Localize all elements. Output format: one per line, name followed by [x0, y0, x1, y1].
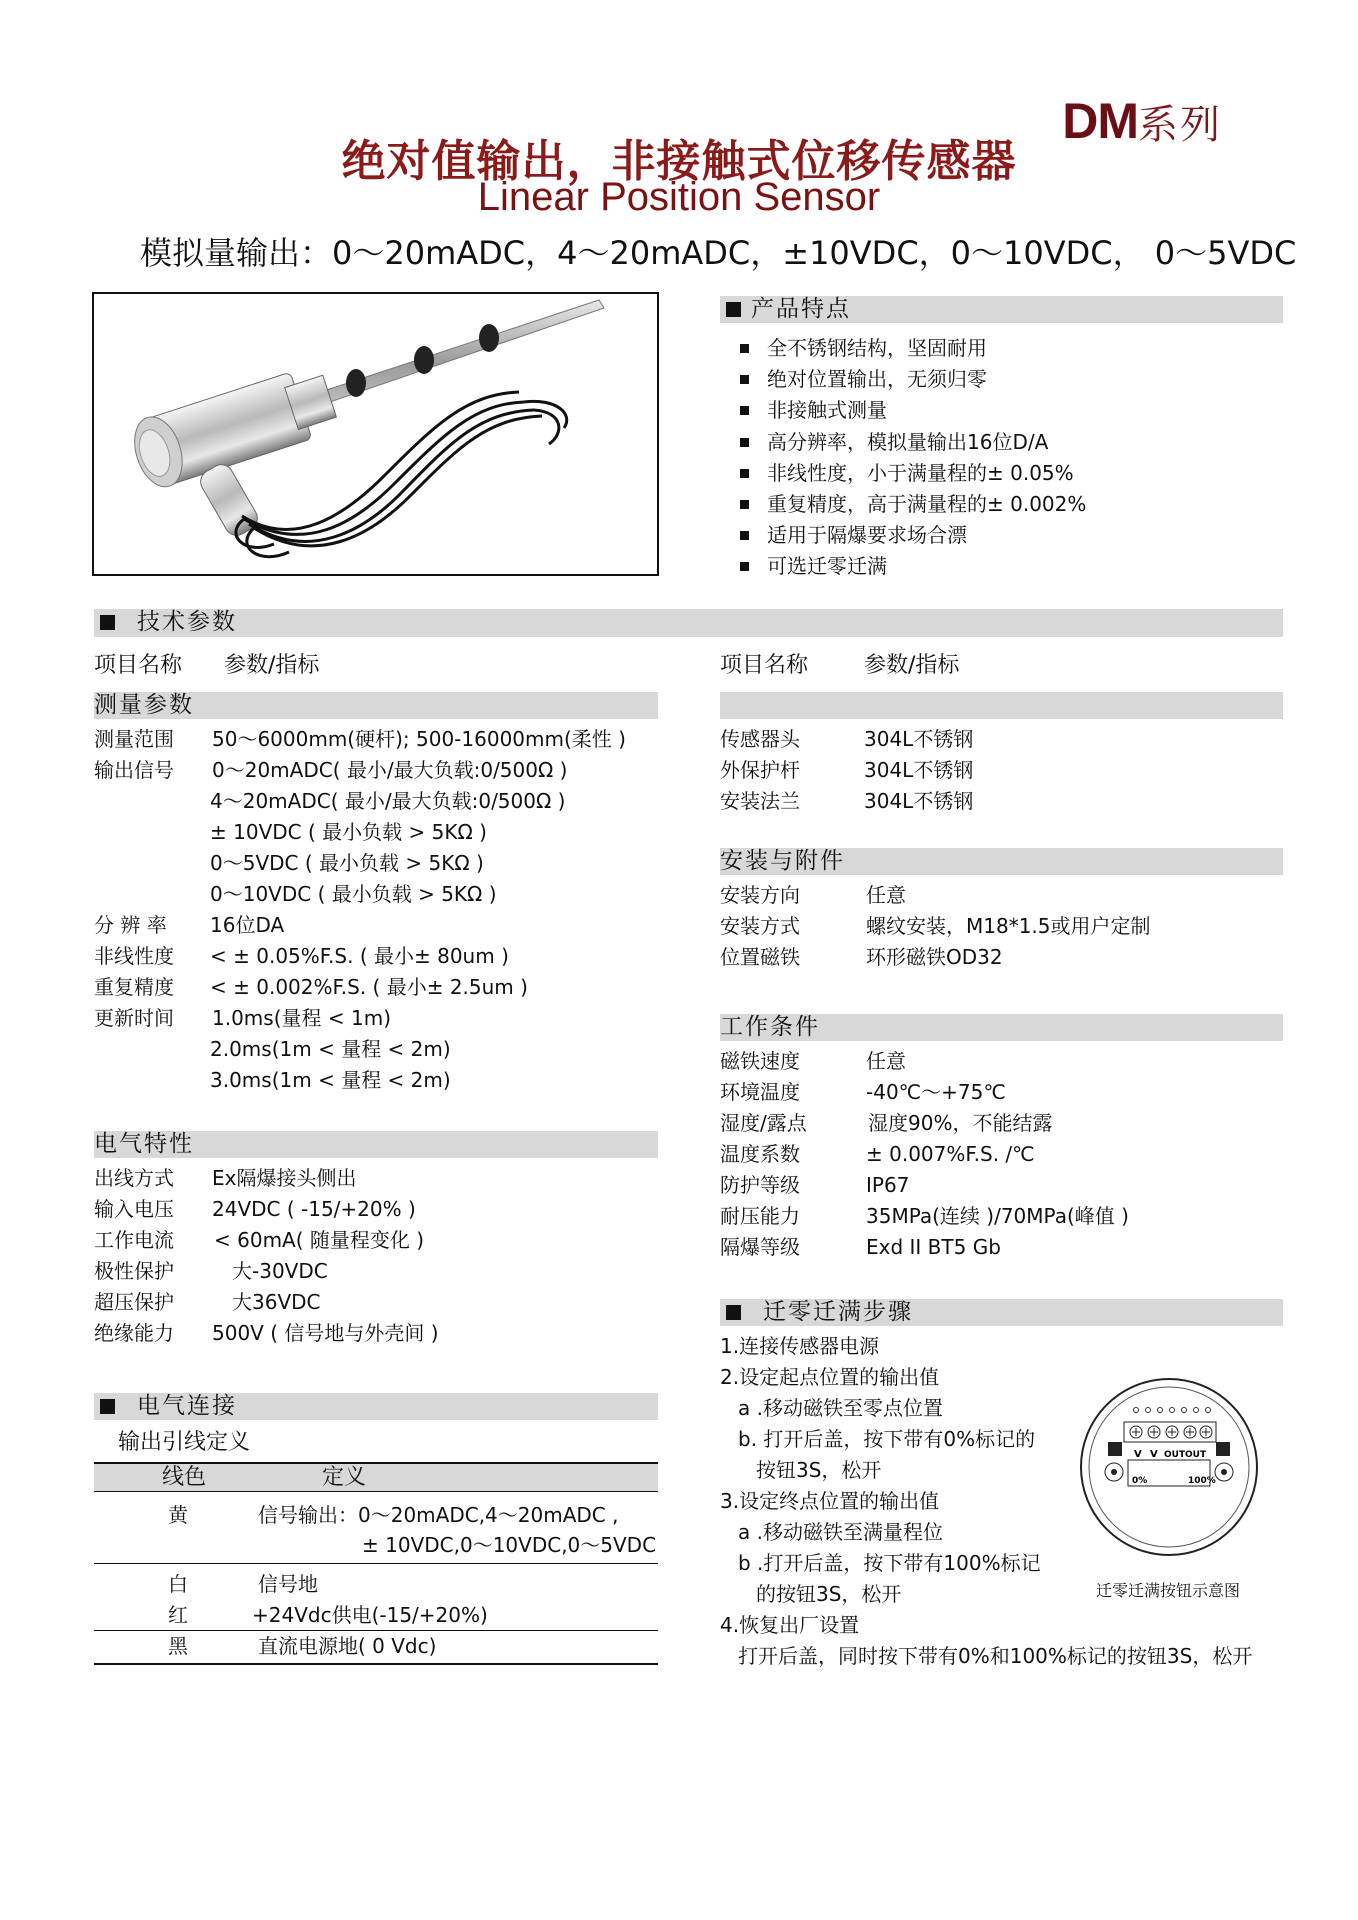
diagram-label-out1: OUT — [1164, 1450, 1186, 1460]
list-item: 全不锈钢结构，坚固耐用 — [740, 333, 1086, 364]
list-item: 重复精度，高于满量程的± 0.002% — [740, 489, 1086, 520]
col-head-def: 定义 — [322, 1465, 367, 1490]
wire-def: 信号地 — [258, 1572, 318, 1596]
param-value: 0～20mADC( 最小/最大负载:0/500Ω ) — [212, 758, 568, 782]
param-name: 更新时间 — [94, 1006, 174, 1030]
table-rule — [94, 1563, 658, 1564]
param-value: < ± 0.002%F.S. ( 最小± 2.5um ) — [210, 975, 528, 999]
connection-heading: 电气连接 — [94, 1393, 658, 1420]
param-name: 位置磁铁 — [720, 945, 800, 969]
bullet-icon — [740, 562, 749, 571]
wire-color: 红 — [168, 1603, 188, 1627]
param-name: 磁铁速度 — [720, 1049, 800, 1073]
wire-color: 白 — [168, 1572, 188, 1596]
param-value: 任意 — [866, 883, 906, 907]
param-name: 安装法兰 — [720, 789, 800, 813]
param-name: 输出信号 — [94, 758, 174, 782]
terminal-board-icon — [1074, 1372, 1264, 1562]
series-code: DM — [1062, 93, 1138, 149]
analog-output-line: 模拟量输出：0～20mADC，4～20mADC，±10VDC，0～10VDC， 0～5VDC — [140, 234, 1297, 272]
param-value: ± 0.007%F.S. /℃ — [866, 1142, 1035, 1166]
bullet-icon — [740, 531, 749, 540]
param-name: 温度系数 — [720, 1142, 800, 1166]
step-line: 1.连接传感器电源 — [720, 1334, 880, 1358]
tech-heading: 技术参数 — [94, 609, 1283, 637]
material-heading-bar — [720, 692, 1283, 719]
page-title-cn: 绝对值输出，非接触式位移传感器 — [341, 136, 1017, 187]
param-name: 隔爆等级 — [720, 1235, 800, 1259]
connection-subtitle: 输出引线定义 — [118, 1430, 251, 1455]
diagram-caption: 迁零迁满按钮示意图 — [1096, 1581, 1241, 1600]
param-value: 2.0ms(1m < 量程 < 2m) — [210, 1037, 451, 1061]
wire-def: 直流电源地( 0 Vdc) — [258, 1634, 437, 1658]
diagram-label-v1: V — [1134, 1449, 1142, 1460]
param-name: 重复精度 — [94, 975, 174, 999]
param-name: 安装方式 — [720, 914, 800, 938]
param-value: 304L不锈钢 — [864, 758, 974, 782]
steps-heading: 迁零迁满步骤 — [720, 1299, 1283, 1326]
list-item: 高分辨率，模拟量输出16位D/A — [740, 427, 1086, 458]
diagram-label-zero: 0% — [1132, 1476, 1148, 1486]
square-bullet-icon — [726, 1305, 741, 1320]
param-name: 绝缘能力 — [94, 1321, 174, 1345]
param-value: 24VDC ( -15/+20% ) — [212, 1197, 416, 1221]
bullet-icon — [740, 375, 749, 384]
bullet-icon — [740, 469, 749, 478]
param-value: 1.0ms(量程 < 1m) — [212, 1006, 391, 1030]
electrical-heading: 电气特性 — [94, 1131, 658, 1158]
col-head-name-left: 项目名称 — [94, 653, 183, 678]
param-name: 出线方式 — [94, 1166, 174, 1190]
param-value: 大-30VDC — [232, 1259, 328, 1283]
bullet-icon — [740, 406, 749, 415]
square-bullet-icon — [100, 1399, 115, 1414]
param-name: 测量范围 — [94, 727, 174, 751]
param-value: -40℃～+75℃ — [866, 1080, 1006, 1104]
param-name: 传感器头 — [720, 727, 800, 751]
param-value: 35MPa(连续 )/70MPa(峰值 ) — [866, 1204, 1129, 1228]
bullet-icon — [740, 344, 749, 353]
param-name: 湿度/露点 — [720, 1111, 807, 1135]
button-diagram — [1074, 1372, 1264, 1562]
param-name: 防护等级 — [720, 1173, 800, 1197]
diagram-label-full: 100% — [1188, 1476, 1216, 1486]
param-name: 输入电压 — [94, 1197, 174, 1221]
step-line: 的按钮3S，松开 — [756, 1582, 902, 1606]
step-line: 2.设定起点位置的输出值 — [720, 1365, 940, 1389]
list-item: 可选迁零迁满 — [740, 551, 1086, 582]
list-item: 非线性度，小于满量程的± 0.05% — [740, 458, 1086, 489]
working-heading: 工作条件 — [720, 1014, 1283, 1041]
bullet-icon — [740, 438, 749, 447]
param-value: 304L不锈钢 — [864, 727, 974, 751]
param-name: 极性保护 — [94, 1259, 174, 1283]
param-name: 安装方向 — [720, 883, 800, 907]
wire-color: 黄 — [168, 1503, 188, 1527]
param-value: Ex隔爆接头侧出 — [212, 1166, 357, 1190]
square-bullet-icon — [726, 302, 741, 317]
col-head-value-right: 参数/指标 — [864, 653, 960, 678]
param-value: ± 10VDC ( 最小负载 > 5KΩ ) — [210, 820, 487, 844]
wire-color: 黑 — [168, 1634, 188, 1658]
param-value: 任意 — [866, 1049, 906, 1073]
param-value: < 60mA( 随量程变化 ) — [214, 1228, 425, 1252]
param-value: IP67 — [866, 1173, 910, 1197]
diagram-label-out2: OUT — [1185, 1450, 1207, 1460]
features-list — [740, 333, 1086, 583]
step-line: 按钮3S，松开 — [756, 1458, 882, 1482]
install-heading: 安装与附件 — [720, 848, 1283, 875]
list-item: 非接触式测量 — [740, 395, 1086, 426]
param-name: 外保护杆 — [720, 758, 800, 782]
param-name: 耐压能力 — [720, 1204, 800, 1228]
wire-def-cont: ± 10VDC,0～10VDC,0～5VDC — [362, 1533, 657, 1557]
param-value: Exd II BT5 Gb — [866, 1235, 1001, 1259]
measure-heading: 测量参数 — [94, 692, 658, 719]
table-rule — [94, 1491, 658, 1492]
param-name: 分 辨 率 — [94, 913, 167, 937]
product-photo — [92, 292, 659, 576]
param-name: 工作电流 — [94, 1228, 174, 1252]
series-suffix: 系列 — [1138, 103, 1222, 147]
param-value: < ± 0.05%F.S. ( 最小± 80um ) — [210, 944, 509, 968]
step-line: 3.设定终点位置的输出值 — [720, 1489, 940, 1513]
step-line: b .打开后盖，按下带有100%标记 — [738, 1551, 1041, 1575]
col-head-value-left: 参数/指标 — [224, 653, 320, 678]
param-value: 环形磁铁OD32 — [866, 945, 1003, 969]
step-line: a .移动磁铁至零点位置 — [738, 1396, 943, 1420]
param-name: 超压保护 — [94, 1290, 174, 1314]
step-line: b. 打开后盖，按下带有0%标记的 — [738, 1427, 1036, 1451]
param-value: 0～10VDC ( 最小负载 > 5KΩ ) — [210, 882, 497, 906]
param-value: 螺纹安装，M18*1.5或用户定制 — [866, 914, 1151, 938]
step-line: 打开后盖，同时按下带有0%和100%标记的按钮3S，松开 — [738, 1644, 1253, 1668]
param-value: 304L不锈钢 — [864, 789, 974, 813]
table-rule — [94, 1663, 658, 1665]
param-value: 50～6000mm(硬杆); 500-16000mm(柔性 ) — [212, 727, 626, 751]
param-value: 0～5VDC ( 最小负载 > 5KΩ ) — [210, 851, 484, 875]
param-value: 湿度90%，不能结露 — [868, 1111, 1053, 1135]
wire-def: +24Vdc供电(-15/+20%) — [252, 1603, 488, 1627]
param-value: 3.0ms(1m < 量程 < 2m) — [210, 1068, 451, 1092]
bullet-icon — [740, 500, 749, 509]
param-value: 4～20mADC( 最小/最大负载:0/500Ω ) — [210, 789, 566, 813]
col-head-color: 线色 — [162, 1465, 207, 1490]
wire-def: 信号输出：0～20mADC,4～20mADC , — [258, 1503, 619, 1527]
step-line: 4.恢复出厂设置 — [720, 1613, 860, 1637]
features-heading: 产品特点 — [720, 296, 1283, 323]
col-head-name-right: 项目名称 — [720, 653, 809, 678]
square-bullet-icon — [100, 615, 115, 630]
list-item: 绝对位置输出，无须归零 — [740, 364, 1086, 395]
step-line: a .移动磁铁至满量程位 — [738, 1520, 943, 1544]
param-name: 环境温度 — [720, 1080, 800, 1104]
sensor-illustration — [94, 294, 657, 574]
param-value: 大36VDC — [232, 1290, 321, 1314]
diagram-label-v2: V — [1150, 1449, 1158, 1460]
list-item: 适用于隔爆要求场合漂 — [740, 520, 1086, 551]
param-name: 非线性度 — [94, 944, 174, 968]
param-value: 500V ( 信号地与外壳间 ) — [212, 1321, 439, 1345]
page-title-en: Linear Position Sensor — [477, 175, 881, 219]
param-value: 16位DA — [210, 913, 285, 937]
